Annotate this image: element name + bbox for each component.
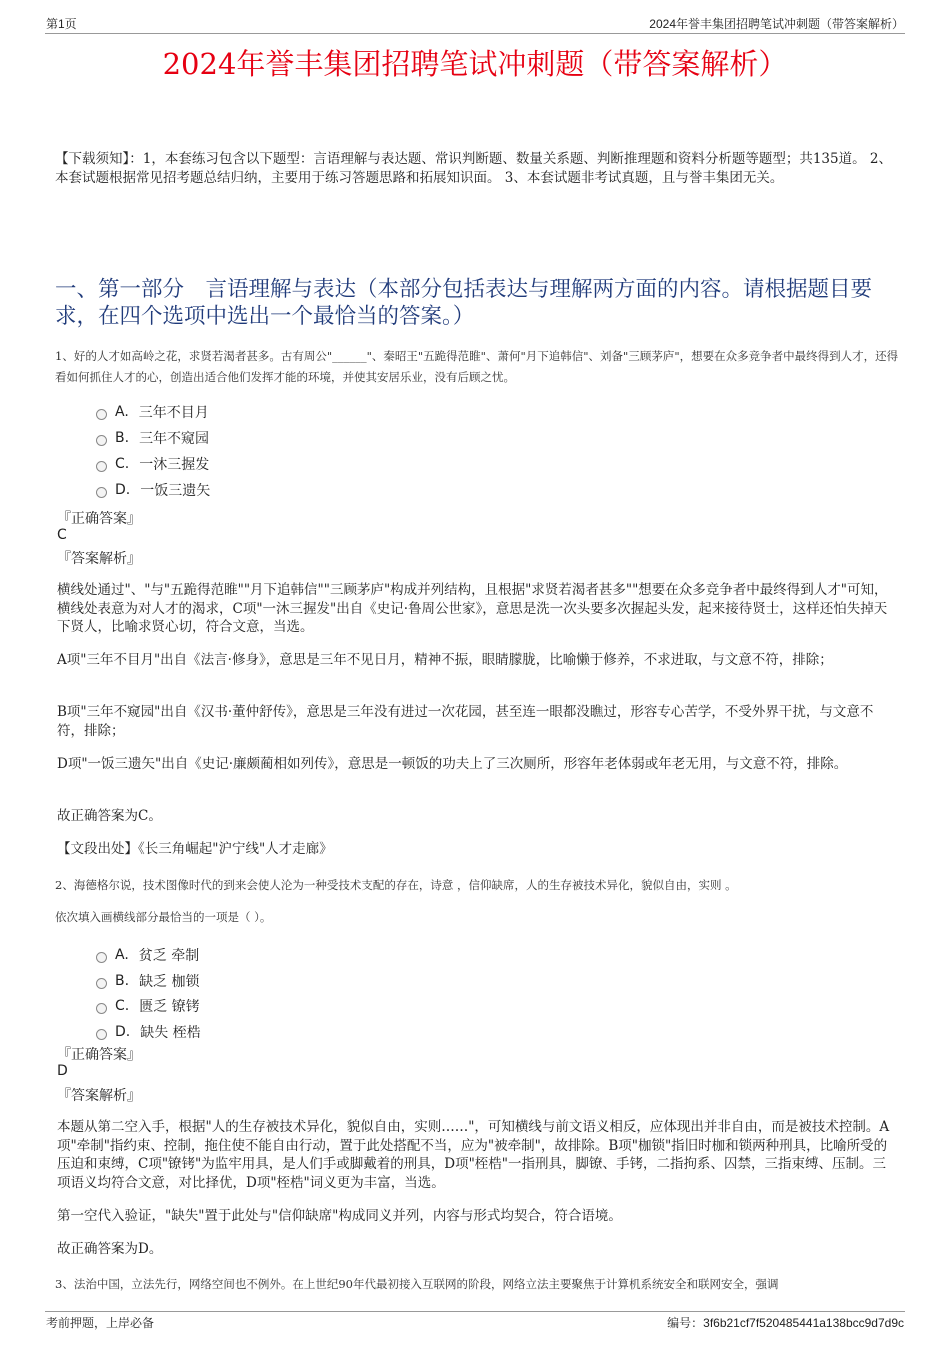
- option-text: 匮乏 镣铐: [139, 999, 200, 1015]
- header-title: 2024年誉丰集团招聘笔试冲刺题（带答案解析）: [649, 17, 904, 31]
- option-letter: B.: [115, 973, 130, 989]
- q1-analysis-label: 『答案解析』: [57, 551, 141, 567]
- header-divider: [45, 33, 905, 34]
- q1-conclusion: 故正确答案为C。: [57, 808, 162, 824]
- q2-option-c[interactable]: [96, 996, 200, 1016]
- q1-analysis-para: A项"三年不目月"出自《法言·修身》，意思是三年不见日月，精神不振，眼睛朦胧，比喻懒于修养，不求进取，与文意不符，排除；: [57, 652, 833, 668]
- question-2-prompt: 依次填入画横线部分最恰当的一项是（ ）。: [55, 910, 272, 924]
- option-text: 缺乏 枷锁: [139, 974, 200, 990]
- radio-icon[interactable]: [96, 435, 107, 446]
- question-3-text: 3、法治中国，立法先行，网络空间也不例外。在上世纪90年代最初接入互联网的阶段，网络立法主要聚焦于计算机系统安全和联网安全，强调: [55, 1277, 779, 1291]
- radio-icon[interactable]: [96, 487, 107, 498]
- option-letter: D.: [115, 482, 131, 498]
- section-heading: 一、第一部分 言语理解与表达（本部分包括表达与理解两方面的内容。请根据题目要求，在四个选项中选出一个最恰当的答案。）: [55, 277, 873, 329]
- option-text: 一沐三握发: [139, 457, 210, 473]
- radio-icon[interactable]: [96, 409, 107, 420]
- q2-answer: D: [57, 1063, 68, 1079]
- q2-analysis-para: 本题从第二空入手，根据"人的生存被技术异化，貌似自由，实则……"，可知横线与前文语义相反，应体现出并非自由，而是被技术控制。A项"牵制"指约束、控制，拖住使不能自由行动，置于此处搭配不当，应为"被牵制"，故排除。B项"枷锁"指旧时枷和锁两种刑具，比喻所受的压迫和束缚，C项"镣铐"为监牢用具，是人们手或脚戴着的刑具，D项"桎梏"一指刑具，脚镣、手铐，二指拘系、囚禁，三指束缚、压制。三项语义均符合文意，对比择优，D项"桎梏"词义更为丰富，当选。: [57, 1119, 890, 1191]
- q2-analysis-para: 第一空代入验证，"缺失"置于此处与"信仰缺席"构成同义并列，内容与形式均契合，符合语境。: [57, 1208, 622, 1224]
- footer-divider: [45, 1311, 905, 1312]
- radio-icon[interactable]: [96, 952, 107, 963]
- radio-icon[interactable]: [96, 461, 107, 472]
- question-2-text: 2、海德格尔说，技术图像时代的到来会使人沦为一种受技术支配的存在，诗意 ，信仰缺席，人的生存被技术异化，貌似自由，实则 。: [55, 878, 737, 892]
- radio-icon[interactable]: [96, 978, 107, 989]
- q1-option-c[interactable]: [96, 454, 209, 474]
- option-text: 三年不窥园: [139, 431, 210, 447]
- q1-answer: C: [57, 527, 67, 543]
- option-letter: B.: [115, 430, 130, 446]
- option-text: 三年不目月: [138, 405, 209, 421]
- option-letter: A.: [115, 404, 129, 420]
- q1-option-a[interactable]: [96, 402, 209, 422]
- q1-option-b[interactable]: [96, 428, 209, 448]
- footer-slogan: 考前押题，上岸必备: [46, 1316, 155, 1330]
- option-text: 一饭三遗矢: [140, 483, 211, 499]
- footer-serial: 编号：3f6b21cf7f520485441a138bcc9d7d9c: [667, 1316, 904, 1330]
- page-number: 第1页: [46, 17, 77, 31]
- q1-analysis-para: 横线处通过"、"与"五跪得范睢""月下追韩信""三顾茅庐"构成并列结构，且根据"求贤若渴者甚多""想要在众多竞争者中最终得到人才"可知，横线处表意为对人才的渴求，C项"一沐三握发"出自《史记·鲁周公世家》，意思是洗一次头要多次握起头发，起来接待贤士，这样还怕失掉天下贤人，比喻求贤心切，符合文意，当选。: [57, 582, 888, 636]
- q1-analysis-para: D项"一饭三遗矢"出自《史记·廉颇蔺相如列传》，意思是一顿饭的功夫上了三次厕所，形容年老体弱或年老无用，与文意不符，排除。: [57, 756, 848, 772]
- q1-source: 【文段出处】《长三角崛起"沪宁线"人才走廊》: [57, 841, 333, 857]
- option-text: 缺失 桎梏: [140, 1025, 201, 1041]
- option-letter: A.: [115, 947, 129, 963]
- q1-option-d[interactable]: [96, 480, 210, 500]
- option-letter: D.: [115, 1024, 131, 1040]
- option-letter: C.: [115, 456, 130, 472]
- document-title: 2024年誉丰集团招聘笔试冲刺题（带答案解析）: [162, 47, 788, 81]
- q2-answer-label: 『正确答案』: [57, 1047, 141, 1063]
- radio-icon[interactable]: [96, 1029, 107, 1040]
- q2-analysis-label: 『答案解析』: [57, 1088, 141, 1104]
- q2-conclusion: 故正确答案为D。: [57, 1241, 163, 1257]
- q1-answer-label: 『正确答案』: [57, 511, 141, 527]
- radio-icon[interactable]: [96, 1003, 107, 1014]
- option-text: 贫乏 牵制: [138, 948, 200, 964]
- q2-option-a[interactable]: [96, 945, 199, 965]
- q1-analysis-para: B项"三年不窥园"出自《汉书·董仲舒传》，意思是三年没有进过一次花园，甚至连一眼都没瞧过，形容专心苦学，不受外界干扰，与文意不符，排除；: [57, 704, 874, 739]
- q2-option-d[interactable]: [96, 1022, 201, 1042]
- q2-option-b[interactable]: [96, 971, 200, 991]
- download-notice: 【下载须知】：1，本套练习包含以下题型：言语理解与表达题、常识判断题、数量关系题、判断推理题和资料分析题等题型；共135道。 2、本套试题根据常见招考题总结归纳，主要用于练习答题思路和拓展知识面。 3、本套试题非考试真题，且与誉丰集团无关。: [55, 151, 892, 186]
- question-1-text: 1、好的人才如高岭之花，求贤若渴者甚多。古有周公"______"、秦昭王"五跪得范睢"、萧何"月下追韩信"、刘备"三顾茅庐"，想要在众多竞争者中最终得到人才，还得看如何抓住人才的心，创造出适合他们发挥才能的环境，并使其安居乐业，没有后顾之忧。: [55, 349, 899, 384]
- option-letter: C.: [115, 998, 130, 1014]
